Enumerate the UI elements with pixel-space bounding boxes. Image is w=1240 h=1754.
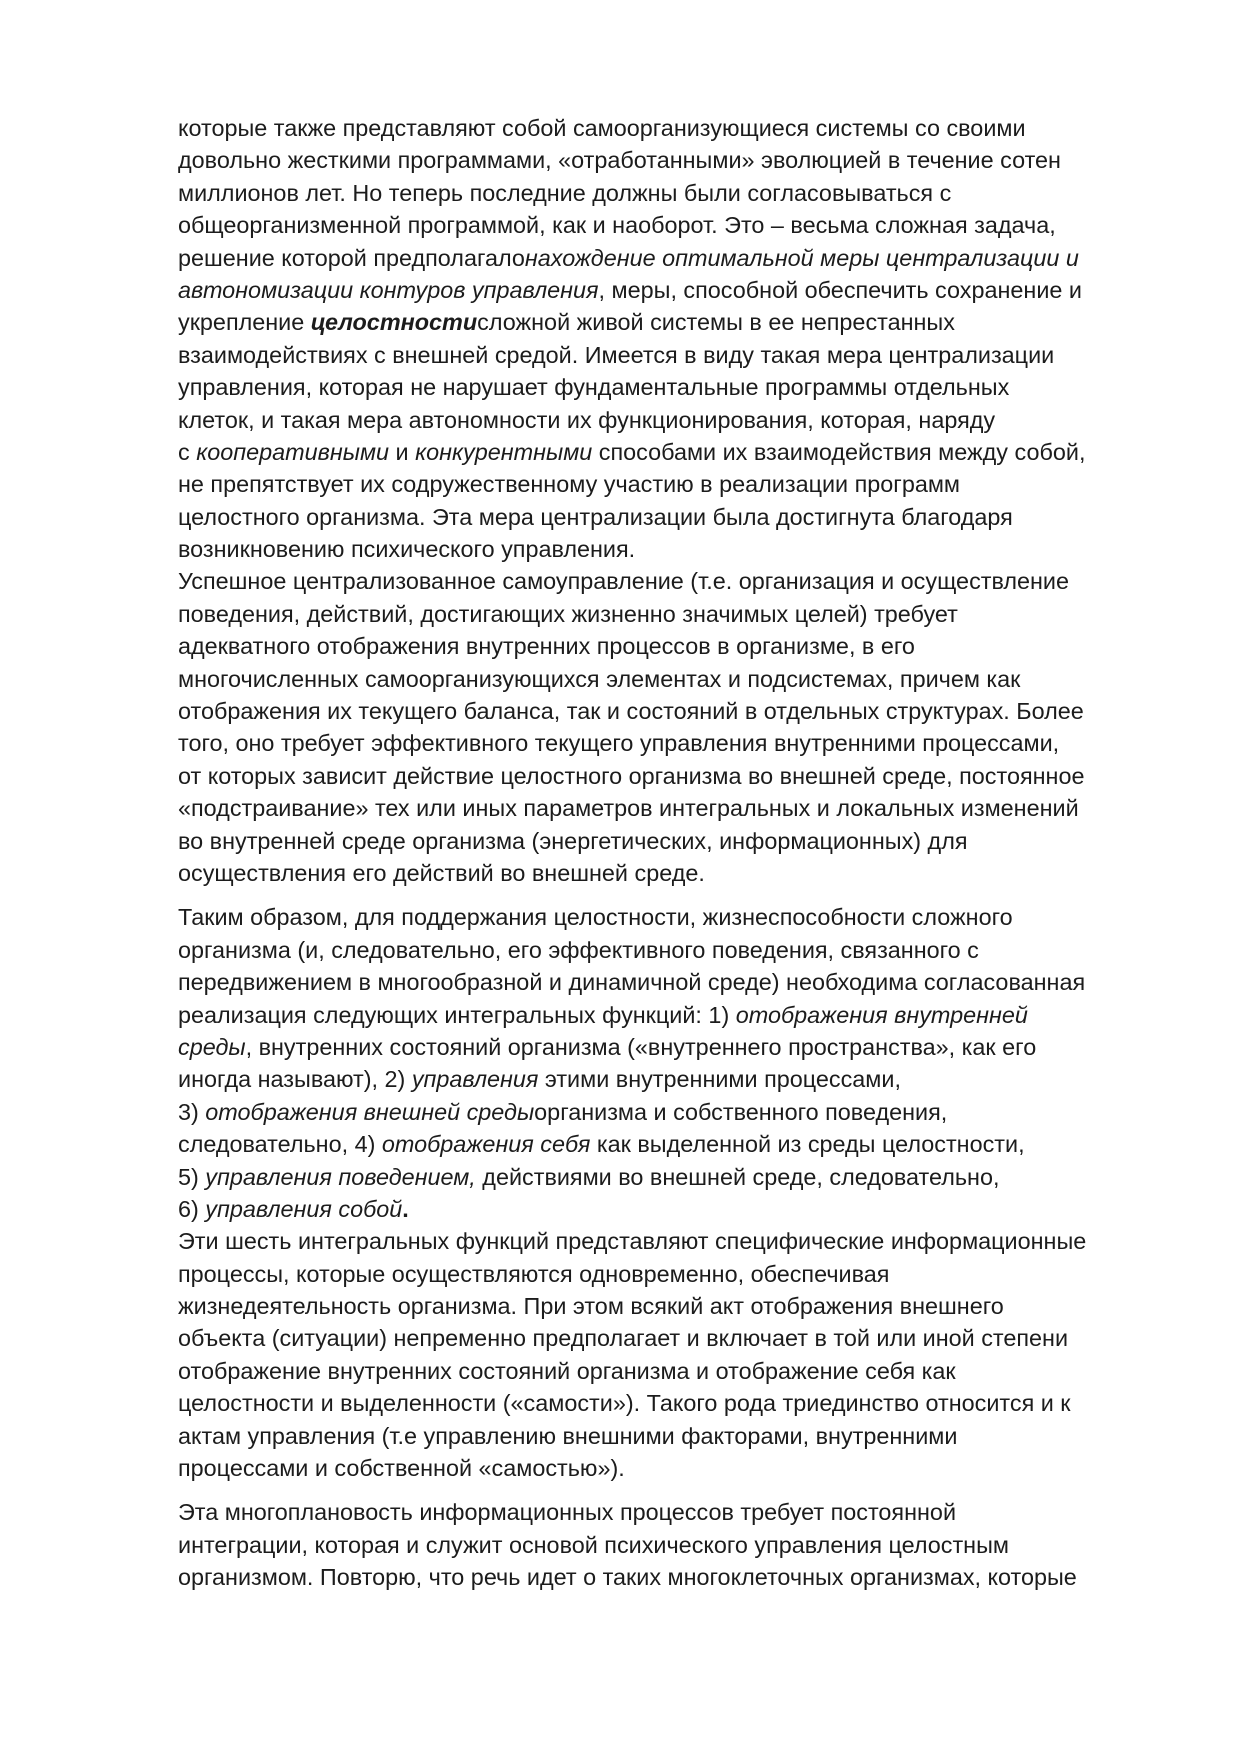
text-run: многочисленных самоорганизующихся элементах и подсистемах, причем как	[178, 665, 1021, 692]
paragraph	[178, 112, 1158, 889]
text-run: отображения их текущего баланса, так и состояний в отдельных структурах. Более	[178, 698, 1084, 725]
text-line	[178, 468, 1158, 500]
text-line	[178, 1031, 1158, 1063]
text-run: как выделенной из среды целостности,	[590, 1131, 1025, 1158]
emphasis-text: автономизации контуров управления	[178, 276, 599, 303]
text-run: действиями во внешней среде, следовательно,	[475, 1163, 1000, 1190]
text-line	[178, 760, 1158, 792]
text-line	[178, 966, 1158, 998]
text-line	[178, 404, 1158, 436]
text-line	[178, 999, 1158, 1031]
text-run: во внутренней среде организма (энергетических, информационных) для	[178, 827, 968, 854]
text-line	[178, 209, 1158, 241]
text-run: миллионов лет. Но теперь последние должны были согласовываться с	[178, 179, 952, 206]
text-run: целостного организма. Эта мера централизации была достигнута благодаря	[178, 503, 1013, 530]
emphasis-text: целостности	[310, 309, 478, 336]
text-run: клеток, и такая мера автономности их функционирования, которая, наряду	[178, 406, 996, 433]
text-run: целостности и выделенности («самости»). Такого рода триединство относится и к	[178, 1390, 1071, 1417]
text-line	[178, 1529, 1158, 1561]
text-run: актам управления (т.е управлению внешними факторами, внутренними	[178, 1422, 958, 1449]
text-line	[178, 1452, 1158, 1484]
text-run: адекватного отображения внутренних процессов в организме, в его	[178, 633, 915, 660]
text-line	[178, 242, 1158, 274]
emphasis-text: управления	[411, 1066, 539, 1093]
text-run: укрепление	[178, 309, 311, 336]
emphasis-text: .	[402, 1195, 409, 1222]
text-line	[178, 1193, 1158, 1225]
text-line	[178, 727, 1158, 759]
text-run: не препятствует их содружественному участию в реализации программ	[178, 471, 960, 498]
text-line	[178, 598, 1158, 630]
text-run: организмом. Повторю, что речь идет о таких многоклеточных организмах, которые	[178, 1564, 1077, 1591]
emphasis-text: конкурентными	[415, 438, 593, 465]
text-line	[178, 1225, 1158, 1257]
text-run: поведения, действий, достигающих жизненно значимых целей) требует	[178, 600, 958, 627]
text-line	[178, 339, 1158, 371]
text-run: того, оно требует эффективного текущего управления внутренними процессами,	[178, 730, 1060, 757]
text-line	[178, 436, 1158, 468]
text-line	[178, 630, 1158, 662]
text-line	[178, 1128, 1158, 1160]
text-line	[178, 1063, 1158, 1095]
text-line	[178, 144, 1158, 176]
text-line	[178, 306, 1158, 338]
text-line	[178, 177, 1158, 209]
text-line	[178, 934, 1158, 966]
text-run: «подстраивание» тех или иных параметров интегральных и локальных изменений	[178, 795, 1079, 822]
text-run: которые также представляют собой самоорганизующиеся системы со своими	[178, 115, 1026, 141]
text-run: , внутренних состояний организма («внутреннего пространства», как его	[245, 1033, 1037, 1060]
text-run: возникновению психического управления.	[178, 536, 636, 563]
text-line	[178, 1355, 1158, 1387]
text-line	[178, 857, 1158, 889]
text-run: жизнедеятельность организма. При этом всякий акт отображения внешнего	[178, 1293, 1004, 1320]
emphasis-text: нахождение оптимальной меры централизации и	[524, 244, 1079, 271]
paragraph-gap	[178, 889, 1158, 901]
text-run: 5)	[178, 1163, 206, 1190]
text-run: процессы, которые осуществляются одновременно, обеспечивая	[178, 1260, 890, 1287]
text-line	[178, 1322, 1158, 1354]
text-run: иногда называют), 2)	[178, 1066, 412, 1093]
text-line	[178, 901, 1158, 933]
emphasis-text: управления собой	[205, 1195, 403, 1222]
text-line	[178, 663, 1158, 695]
text-line	[178, 792, 1158, 824]
emphasis-text: кооперативными	[196, 438, 389, 465]
text-line	[178, 1096, 1158, 1128]
paragraph	[178, 1496, 1158, 1593]
text-run: взаимодействиях с внешней средой. Имеется в виду такая мера централизации	[178, 341, 1055, 368]
emphasis-text: отображения внешней среды	[205, 1098, 535, 1125]
text-run: интеграции, которая и служит основой психического управления целостным	[178, 1531, 1009, 1558]
text-run: Таким образом, для поддержания целостности, жизнеспособности сложного	[178, 904, 1013, 931]
text-run: и	[389, 438, 416, 465]
text-line	[178, 825, 1158, 857]
text-run: с	[178, 438, 197, 465]
emphasis-text: среды	[178, 1033, 246, 1060]
text-run: следовательно, 4)	[178, 1131, 382, 1158]
text-run: 6)	[178, 1195, 206, 1222]
text-run: передвижением в многообразной и динамичной среде) необходима согласованная	[178, 969, 1086, 996]
text-run: общеорганизменной программой, как и наоборот. Это – весьма сложная задача,	[178, 212, 1056, 239]
text-run: управления, которая не нарушает фундаментальные программы отдельных	[178, 374, 1010, 401]
text-line	[178, 1290, 1158, 1322]
text-line	[178, 501, 1158, 533]
paragraph	[178, 901, 1158, 1484]
text-line	[178, 1561, 1158, 1593]
text-run: Эта многоплановость информационных процессов требует постоянной	[178, 1499, 957, 1526]
text-run: 3)	[178, 1098, 206, 1125]
text-line	[178, 695, 1158, 727]
text-run: этими внутренними процессами,	[538, 1066, 901, 1093]
text-run: довольно жесткими программами, «отработанными» эволюцией в течение сотен	[178, 147, 1061, 174]
text-line	[178, 1161, 1158, 1193]
emphasis-text: отображения внутренней	[735, 1001, 1028, 1028]
text-line	[178, 565, 1158, 597]
text-run: организма и собственного поведения,	[534, 1098, 948, 1125]
text-run: , меры, способной обеспечить сохранение и	[598, 276, 1082, 303]
text-run: Эти шесть интегральных функций представляют специфические информационные	[178, 1228, 1087, 1255]
text-run: организма (и, следовательно, его эффективного поведения, связанного с	[178, 936, 979, 963]
text-run: сложной живой системы в ее непрестанных	[477, 309, 955, 336]
text-run: способами их взаимодействия между собой,	[592, 438, 1086, 465]
text-line	[178, 1420, 1158, 1452]
text-run: объекта (ситуации) непременно предполагает и включает в той или иной степени	[178, 1325, 1069, 1352]
text-run: отображение внутренних состояний организма и отображение себя как	[178, 1357, 956, 1384]
text-line	[178, 1387, 1158, 1419]
text-line	[178, 1496, 1158, 1528]
text-line	[178, 371, 1158, 403]
text-run: решение которой предполагало	[178, 244, 525, 271]
emphasis-text: отображения себя	[381, 1131, 591, 1158]
text-run: процессами и собственной «самостью»).	[178, 1455, 625, 1482]
text-line	[178, 274, 1158, 306]
text-line	[178, 1258, 1158, 1290]
text-run: реализация следующих интегральных функций: 1)	[178, 1001, 736, 1028]
document-page	[178, 112, 1158, 1594]
emphasis-text: управления поведением,	[205, 1163, 476, 1190]
text-line	[178, 533, 1158, 565]
paragraph-gap	[178, 1484, 1158, 1496]
text-run: Успешное централизованное самоуправление (т.е. организация и осуществление	[178, 568, 1070, 595]
text-run: осуществления его действий во внешней среде.	[178, 859, 705, 886]
text-run: от которых зависит действие целостного организма во внешней среде, постоянное	[178, 762, 1085, 789]
text-line	[178, 112, 1158, 144]
